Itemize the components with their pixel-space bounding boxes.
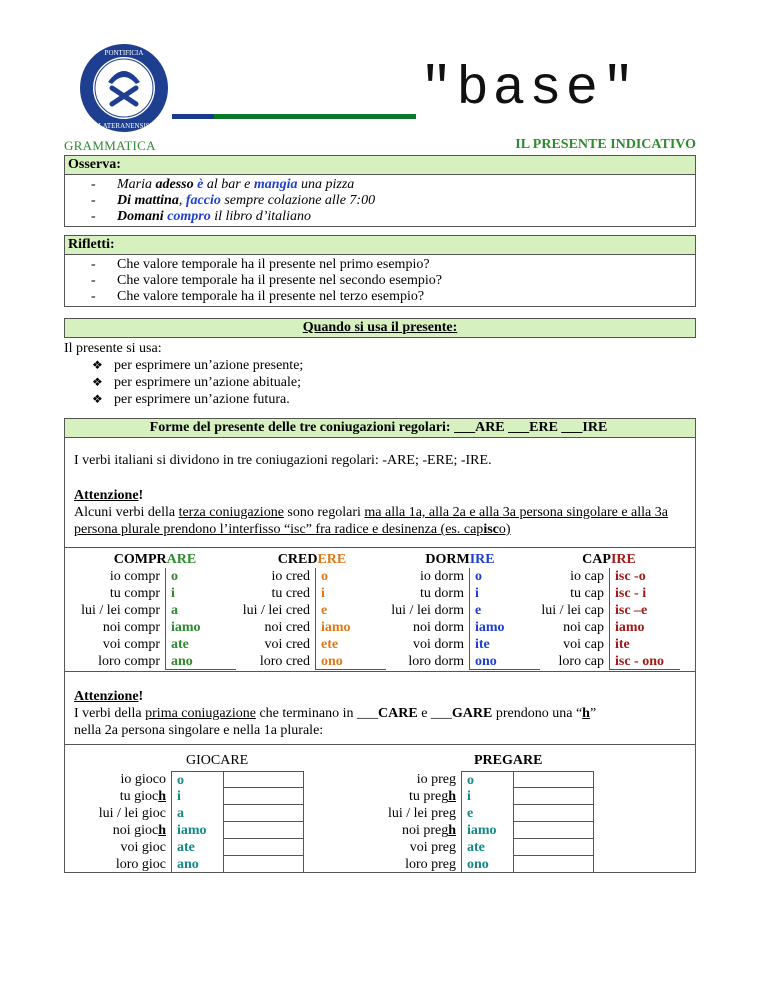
quando-intro: Il presente si usa: — [64, 341, 162, 356]
conjugation-row: loro gioc ano — [64, 856, 304, 873]
conjugation-row: voi cap ite — [528, 636, 690, 653]
conjugation-row: loro cred ono — [228, 653, 396, 670]
conjugation-row: lui / lei cap isc –e — [528, 602, 690, 619]
quando-box — [64, 318, 696, 338]
forme-title: Forme del presente delle tre coniugazioni regolari: ___ARE ___ERE ___IRE — [65, 419, 695, 438]
conjugation-row: noi compr iamo — [64, 619, 246, 636]
pregare-table — [350, 771, 594, 873]
example-item: - Domani compro il libro d’italiano — [65, 209, 695, 225]
conjugation-row: lui / lei compr a — [64, 602, 246, 619]
example-item: - Di mattina, faccio sempre colazione alle 7:00 — [65, 193, 695, 209]
rifletti-title: Rifletti: — [65, 236, 695, 255]
conjugation-row: io gioco o — [64, 771, 304, 788]
rifletti-box — [64, 235, 696, 307]
conjugation-row: io compr o — [64, 568, 246, 585]
use-item: ❖ per esprimere un’azione abituale; — [92, 375, 301, 390]
example-item: - Maria adesso è al bar e mangia una pizza — [65, 177, 695, 193]
quando-title: Quando si usa il presente: — [302, 320, 458, 335]
conjugation-row: loro dorm ono — [370, 653, 550, 670]
quando-body — [64, 340, 303, 408]
conjugation-row: noi pregh iamo — [350, 822, 594, 839]
logo-underline-blue — [172, 114, 214, 119]
attenzione-1: Attenzione! Alcuni verbi della terza coniugazione sono regolari ma alla 1a, alla 2a e alla 3a persona singolare e alla 3a persona plurale prendono l’interfisso “isc” fra radice e desinenza (es. capisco) — [74, 488, 668, 537]
giocare-table — [64, 771, 304, 873]
verb-table-comprare — [64, 551, 246, 670]
diamond-bullet-icon: ❖ — [92, 358, 103, 372]
osserva-box — [64, 155, 696, 227]
conjugation-row: loro compr ano — [64, 653, 246, 670]
conjugation-row: voi compr ate — [64, 636, 246, 653]
question-item: - Che valore temporale ha il presente nel secondo esempio? — [65, 273, 695, 289]
conjugation-row: lui / lei cred e — [228, 602, 396, 619]
conjugation-row: loro cap isc - ono — [528, 653, 690, 670]
conjugation-row: io cap isc -o — [528, 568, 690, 585]
conjugation-row: io dorm o — [370, 568, 550, 585]
conjugation-row: lui / lei preg e — [350, 805, 594, 822]
conjugation-row: tu gioch i — [64, 788, 304, 805]
conjugation-row: io cred o — [228, 568, 396, 585]
verb-table-dormire — [370, 551, 550, 670]
conjugation-row: noi cred iamo — [228, 619, 396, 636]
verb-title: CREDERE — [277, 552, 347, 567]
conjugation-row: lui / lei dorm e — [370, 602, 550, 619]
conjugation-row: voi dorm ite — [370, 636, 550, 653]
conjugation-row: tu cred i — [228, 585, 396, 602]
section-label: GRAMMATICA — [64, 138, 156, 153]
question-item: - Che valore temporale ha il presente nel primo esempio? — [65, 257, 695, 273]
svg-text:PONTIFICIA: PONTIFICIA — [104, 49, 144, 57]
conjugation-row: voi cred ete — [228, 636, 396, 653]
conjugation-row: io preg o — [350, 771, 594, 788]
conjugation-row: noi dorm iamo — [370, 619, 550, 636]
osserva-examples — [65, 175, 695, 225]
conjugation-row: tu compr i — [64, 585, 246, 602]
conjugation-row: noi gioch iamo — [64, 822, 304, 839]
verb-title: DORMIRE — [425, 552, 495, 567]
use-item: ❖ per esprimere un’azione presente; — [92, 358, 304, 373]
conjugation-row: tu cap isc - i — [528, 585, 690, 602]
diamond-bullet-icon: ❖ — [92, 392, 103, 406]
giocare-title: GIOCARE — [186, 753, 249, 768]
topic-title: IL PRESENTE INDICATIVO — [515, 137, 696, 152]
divider — [64, 744, 696, 745]
osserva-title: Osserva: — [65, 156, 695, 175]
logo-underline-green — [214, 114, 416, 119]
conjugation-row: voi gioc ate — [64, 839, 304, 856]
base-logo-text: "base" — [420, 59, 639, 120]
use-item: ❖ per esprimere un’azione futura. — [92, 392, 290, 407]
conjugation-row: noi cap iamo — [528, 619, 690, 636]
divider — [64, 671, 696, 672]
question-item: - Che valore temporale ha il presente nel terzo esempio? — [65, 289, 695, 305]
verb-table-capire — [528, 551, 690, 670]
conjugation-row: voi preg ate — [350, 839, 594, 856]
university-seal-logo — [78, 42, 170, 134]
pregare-title: PREGARE — [474, 753, 543, 768]
conjugation-row: lui / lei gioc a — [64, 805, 304, 822]
attenzione-2: Attenzione! I verbi della prima coniugazione che terminano in ___CARE e ___GARE prendono una “h” nella 2a persona singolare e nella 1a plurale: — [74, 689, 597, 738]
svg-text:LATERANENSIS: LATERANENSIS — [98, 122, 150, 130]
forme-intro: I verbi italiani si dividono in tre coniugazioni regolari: -ARE; -ERE; -IRE. — [74, 453, 492, 468]
conjugation-row: tu pregh i — [350, 788, 594, 805]
verb-title: CAPIRE — [582, 552, 636, 567]
diamond-bullet-icon: ❖ — [92, 375, 103, 389]
divider — [64, 547, 696, 548]
conjugation-row: tu dorm i — [370, 585, 550, 602]
conjugation-row: loro preg ono — [350, 856, 594, 873]
verb-title: COMPRARE — [113, 552, 197, 567]
